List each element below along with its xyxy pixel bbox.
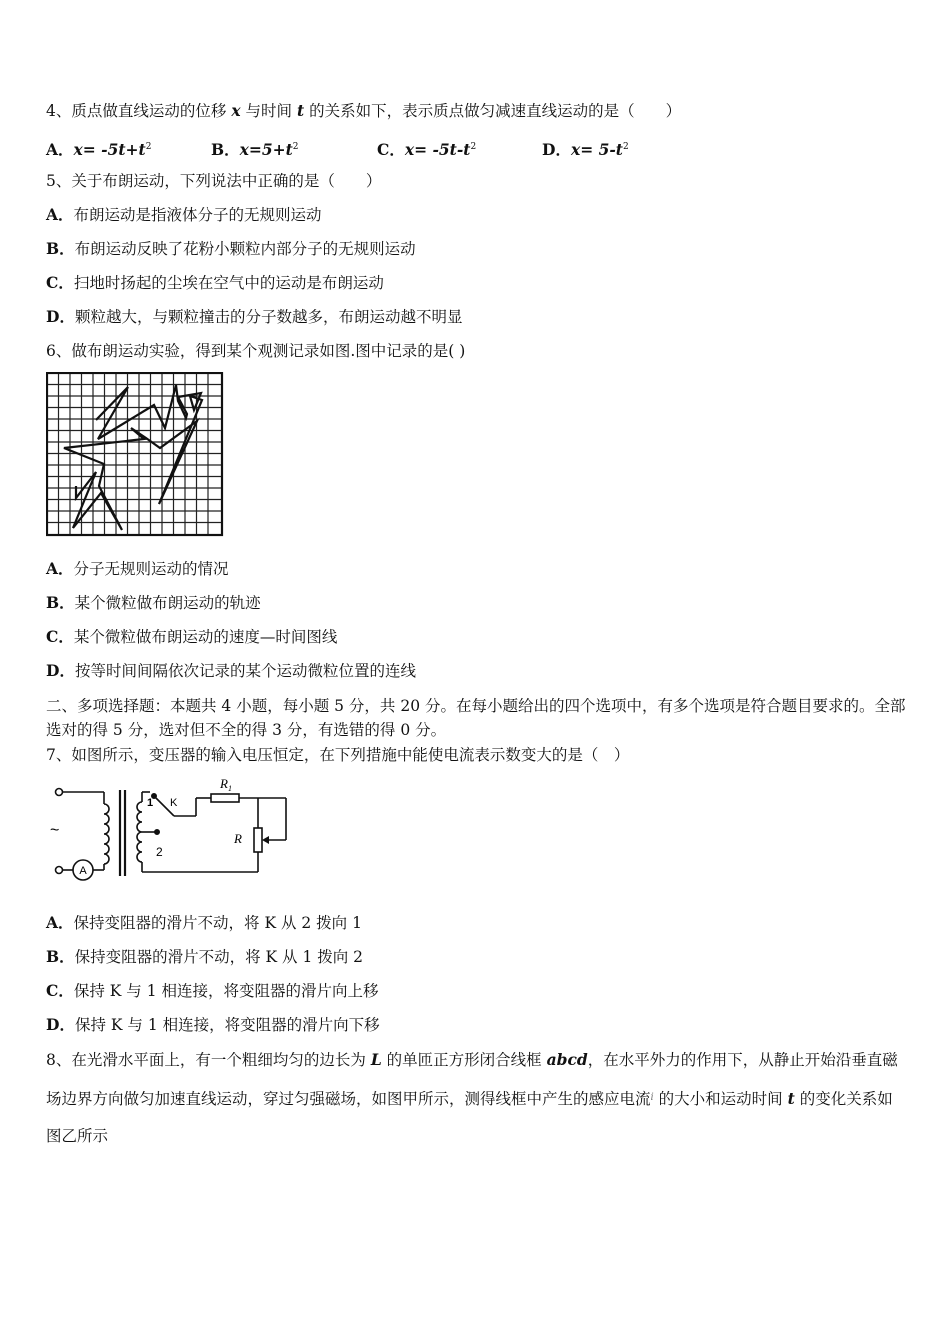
particle-path [64,385,202,530]
q5-option-c[interactable]: C．扫地时扬起的尘埃在空气中的运动是布朗运动 [46,273,384,292]
q4-option-d[interactable]: D．$x= 5-t^2$ [542,140,629,159]
section-2-heading: 二、多项选择题：本题共 4 小题，每小题 5 分，共 20 分。在每小题给出的四个选项中，有多个选项是符合题目要求的。全部选对的得 5 分，选对但不全的得 3 分，有选错的得 0 分。 [46,697,906,739]
ac-source-symbol: ~ [50,822,60,839]
q4-option-b[interactable]: B．$x=5+t^2$ [211,140,299,159]
q7-option-d[interactable]: D．保持 K 与 1 相连接，将变阻器的滑片向下移 [46,1015,380,1034]
tap-1-label: 1 [147,797,154,809]
q4-option-a[interactable]: A．$x= -5t+t^2$ [46,140,152,159]
q5-stem: 5、关于布朗运动，下列说法中正确的是（ ） [46,172,382,190]
transformer-circuit-figure [46,772,296,884]
q5-option-a[interactable]: A．布朗运动是指液体分子的无规则运动 [46,205,322,224]
q7-stem: 7、如图所示，变压器的输入电压恒定，在下列措施中能使电流表示数变大的是（ ） [46,746,630,764]
q6-option-c[interactable]: C．某个微粒做布朗运动的速度—时间图线 [46,627,338,646]
q5-option-d[interactable]: D．颗粒越大，与颗粒撞击的分子数越多，布朗运动越不明显 [46,307,463,326]
q6-option-a[interactable]: A．分子无规则运动的情况 [46,559,229,578]
switch-k-label: K [170,797,178,809]
brownian-motion-figure [46,372,224,537]
q7-option-a[interactable]: A．保持变阻器的滑片不动，将 K 从 2 拨向 1 [46,913,362,932]
ammeter-label: A [79,865,87,877]
q7-option-b[interactable]: B．保持变阻器的滑片不动，将 K 从 1 拨向 2 [46,947,364,966]
q6-option-b[interactable]: B．某个微粒做布朗运动的轨迹 [46,593,261,612]
q7-option-c[interactable]: C．保持 K 与 1 相连接，将变阻器的滑片向上移 [46,981,379,1000]
q4-stem: 4、质点做直线运动的位移 x 与时间 t 的关系如下，表示质点做匀减速直线运动的是（ ） [46,101,682,120]
resistor-r1-label: $R_1$ [220,776,232,793]
q5-option-b[interactable]: B．布朗运动反映了花粉小颗粒内部分子的无规则运动 [46,239,416,258]
q8-stem: 8、在光滑水平面上，有一个粗细均匀的边长为 L 的单匝正方形闭合线框 abcd，在水平外力的作用下，从静止开始沿垂直磁场边界方向做匀加速直线运动，穿过匀强磁场，如图甲所示，测得线框中产生的感应电流$^i$ 的大小和运动时间 t 的变化关系如图乙所示 [46,1050,898,1145]
q6-option-d[interactable]: D．按等时间间隔依次记录的某个运动微粒位置的连线 [46,661,416,680]
q4-option-c[interactable]: C．$x= -5t-t^2$ [377,140,477,159]
rheostat-r-label: R [234,831,242,846]
tap-2-label: 2 [156,845,163,859]
q6-stem: 6、做布朗运动实验，得到某个观测记录如图.图中记录的是( ) [46,342,466,360]
